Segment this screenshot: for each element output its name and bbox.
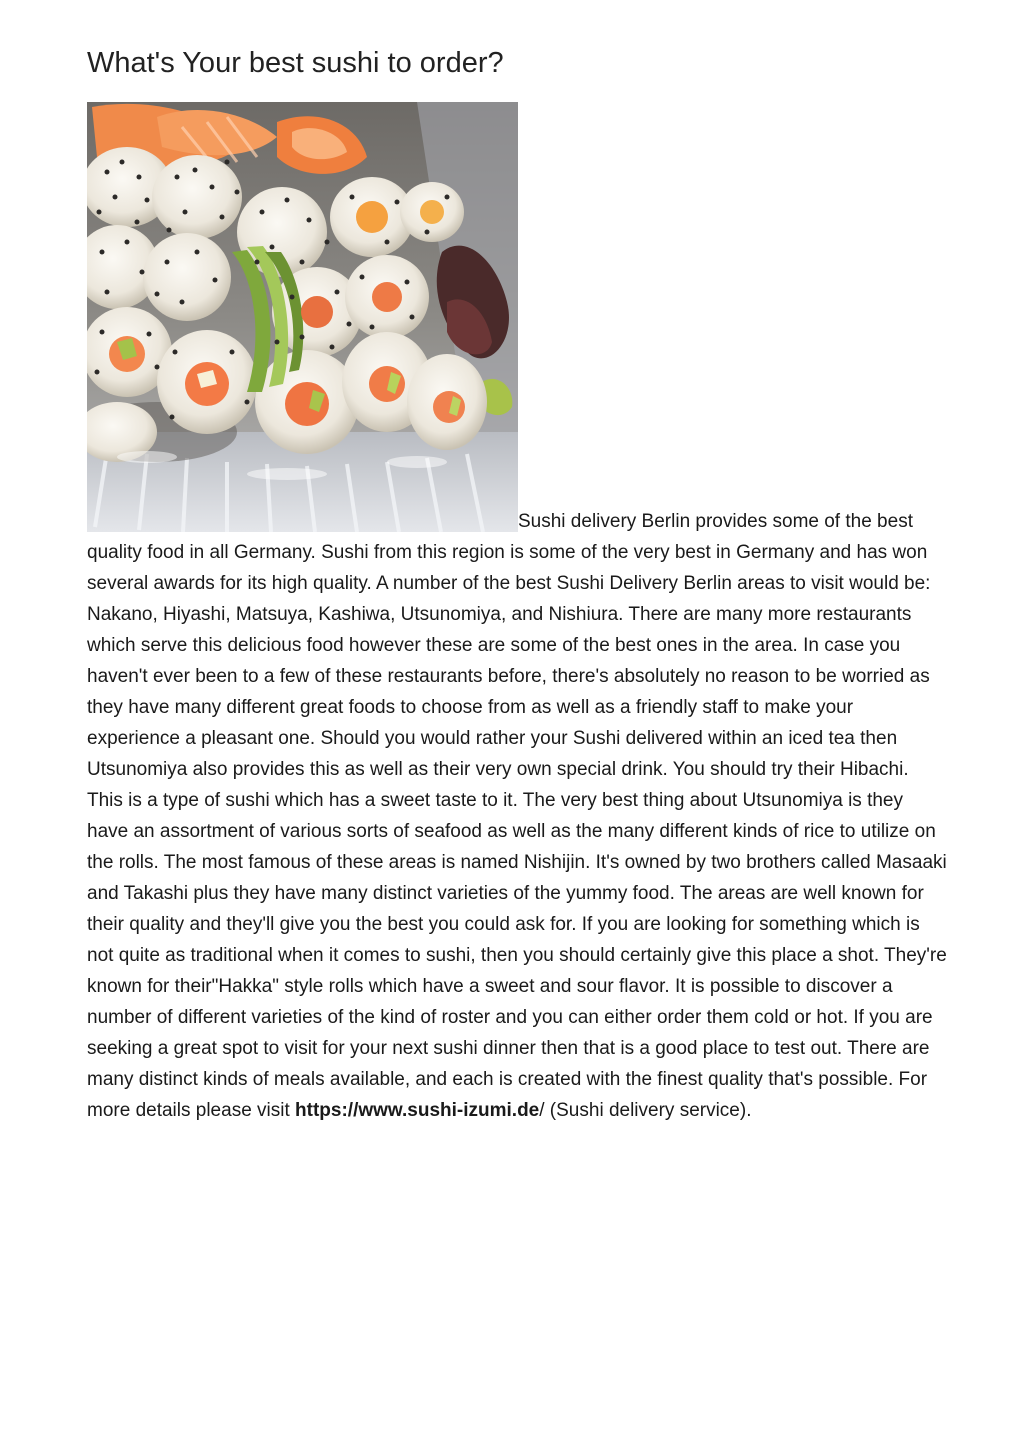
page-title: What's Your best sushi to order? — [87, 47, 504, 79]
article-closing-text: (Sushi delivery service). — [544, 1100, 752, 1121]
sushi-izumi-link[interactable]: https://www.sushi-izumi.de — [295, 1100, 540, 1121]
sushi-platter-photo — [87, 102, 518, 532]
document-page — [87, 0, 947, 1126]
article-body — [87, 102, 947, 1126]
link-trailing-slash[interactable]: / — [539, 1100, 545, 1121]
article-text: Sushi delivery Berlin provides some of the best quality food in all Germany. Sushi from this region is some of the very best in Germany and has won several awards for its high quality. A number of the best Sushi Delivery Berlin areas to visit would be: Nakano, Hiyashi, Matsuya, Kashiwa, Utsunomiya, and Nishiura. There are many more restaurants which serve this delicious food however these are some of the best ones in the area. In case you haven't ever been to a few of these restaurants before, there's absolutely no reason to be worried as they have many different great foods to choose from as well as a friendly staff to make your experience a pleasant one. Should you would rather your Sushi delivered within an iced tea then Utsunomiya also provides this as well as their very own special drink. You should try their Hibachi. This is a type of sushi which has a sweet taste to it. The very best thing about Utsunomiya is they have an assortment of various sorts of seafood as well as the many different kinds of rice to utilize on the rolls. The most famous of these areas is named Nishijin. It's owned by two brothers called Masaaki and Takashi plus they have many distinct varieties of the yummy food. The areas are well known for their quality and they'll give you the best you could ask for. If you are looking for something which is not quite as traditional when it comes to sushi, then you should certainly give this place a shot. They're known for their"Hakka" style rolls which have a sweet and sour flavor. It is possible to discover a number of different varieties of the kind of roster and you can either order them cold or hot. If you are seeking a great spot to visit for your next sushi dinner then that is a good place to test out. There are many distinct kinds of meals available, and each is created with the finest quality that's possible. For more details please visit — [87, 511, 947, 1121]
